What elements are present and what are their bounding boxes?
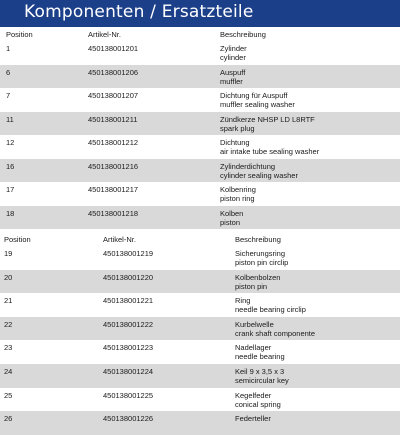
cell-description-en: piston (220, 217, 241, 227)
table-row (0, 317, 400, 341)
cell-description-en: muffler sealing washer (220, 100, 295, 109)
cell-position: 25 (4, 390, 13, 400)
column-header-article: Artikel-Nr. (103, 235, 136, 244)
table-row (0, 65, 400, 89)
cell-article-number: 450138001220 (103, 272, 154, 282)
cell-description-en: spark plug (220, 123, 255, 133)
table-row (0, 135, 400, 159)
cell-description-en: air intake tube sealing washer (220, 147, 320, 156)
cell-article-number: 450138001219 (103, 249, 154, 258)
table-row (0, 340, 400, 364)
cell-description-en: needle bearing (235, 352, 285, 362)
cell-description-en: cylinder (220, 53, 246, 62)
cell-description-en: piston pin circlip (235, 258, 289, 267)
cell-article-number: 450138001212 (88, 138, 139, 147)
cell-position: 23 (4, 343, 13, 353)
cell-article-number: 450138001223 (103, 343, 154, 353)
cell-article-number: 450138001218 (88, 208, 139, 218)
table-row (0, 112, 400, 136)
cell-description-en: piston pin (235, 281, 268, 291)
table-row (0, 206, 400, 230)
cell-position: 18 (6, 208, 15, 218)
cell-position: 22 (4, 319, 13, 329)
cell-description-en: muffler (220, 76, 243, 86)
cell-article-number: 450138001222 (103, 319, 154, 329)
cell-position: 19 (4, 249, 13, 258)
table-row (0, 364, 400, 388)
cell-description-de: Dichtung (220, 138, 250, 147)
cell-description-de: Keil 9 x 3,5 x 3 (235, 367, 285, 376)
cell-position: 20 (4, 272, 13, 282)
column-header-description: Beschreibung (235, 235, 281, 244)
cell-article-number: 450138001221 (103, 296, 154, 306)
cell-description-de: Kolbenbolzen (235, 272, 281, 282)
table-row (0, 88, 400, 112)
cell-description-de: Zylinder (220, 44, 247, 53)
cell-description-en: piston ring (220, 194, 255, 203)
cell-article-number: 450138001201 (88, 44, 139, 53)
cell-description-de: Kurbelwelle (235, 319, 274, 329)
cell-description-de: Zylinderdichtung (220, 161, 276, 171)
table-row (0, 293, 400, 317)
cell-article-number: 450138001225 (103, 390, 154, 400)
cell-description-de: Nadellager (235, 343, 272, 353)
cell-description-en: semicircular key (235, 376, 289, 385)
cell-article-number: 450138001211 (88, 114, 138, 124)
cell-description-de: Kegelfeder (235, 390, 272, 400)
column-header-article: Artikel-Nr. (88, 30, 121, 39)
cell-article-number: 450138001207 (88, 91, 139, 100)
cell-position: 11 (6, 114, 14, 124)
cell-description-de: Zündkerze NHSP LD L8RTF (220, 114, 315, 124)
cell-description-de: Sicherungsring (235, 249, 286, 258)
cell-article-number: 450138001216 (88, 161, 139, 171)
cell-position: 26 (4, 414, 13, 424)
cell-article-number: 450138001224 (103, 367, 154, 376)
cell-description-de: Kolbenring (220, 185, 256, 194)
table-header-row (0, 27, 400, 41)
table-row (0, 270, 400, 294)
cell-description-de: Federteller (235, 414, 271, 424)
table-row (0, 41, 400, 65)
cell-article-number: 450138001206 (88, 67, 139, 77)
cell-position: 17 (6, 185, 15, 194)
cell-description-en: crank shaft componente (235, 328, 316, 338)
cell-article-number: 450138001226 (103, 414, 154, 424)
page-title: Komponenten / Ersatzteile (24, 2, 254, 22)
cell-description-en: needle bearing circlip (235, 305, 306, 315)
cell-position: 1 (6, 44, 11, 53)
table-row (0, 388, 400, 412)
cell-description-de: Dichtung für Auspuff (220, 91, 288, 100)
cell-position: 12 (6, 138, 15, 147)
page-header (0, 0, 400, 27)
cell-description-de: Kolben (220, 208, 244, 218)
cell-description-de: Ring (235, 296, 251, 306)
table-row (0, 182, 400, 206)
cell-description-de: Auspuff (220, 67, 246, 77)
cell-position: 7 (6, 91, 11, 100)
cell-position: 6 (6, 67, 11, 77)
cell-position: 21 (4, 296, 13, 306)
table-header-row (0, 232, 400, 246)
cell-position: 16 (6, 161, 15, 171)
cell-position: 24 (4, 367, 13, 376)
table-row (0, 159, 400, 183)
cell-article-number: 450138001217 (88, 185, 139, 194)
cell-description-en: conical spring (235, 399, 281, 409)
cell-description-en: cylinder sealing washer (220, 170, 298, 180)
column-header-position: Position (4, 235, 31, 244)
column-header-description: Beschreibung (220, 30, 266, 39)
column-header-position: Position (6, 30, 33, 39)
table-row (0, 246, 400, 270)
